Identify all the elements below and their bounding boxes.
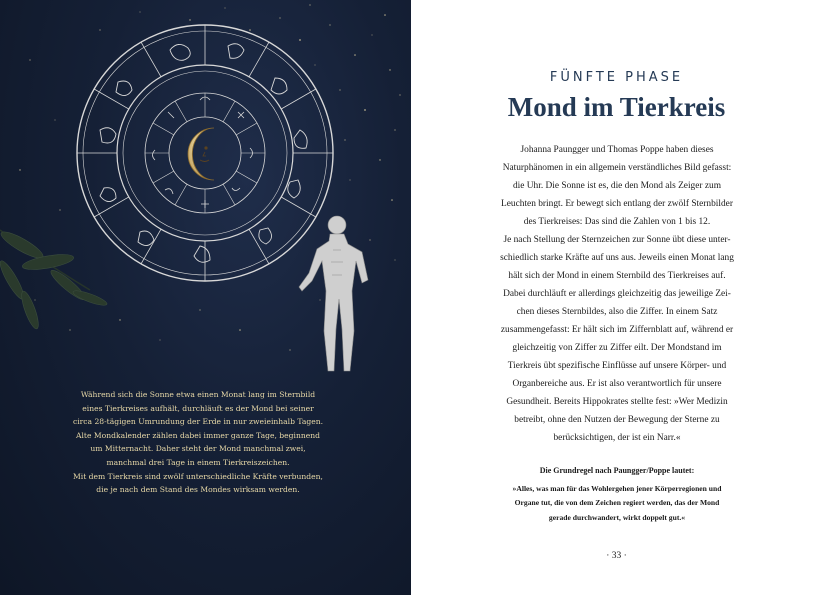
illustration-caption [50,388,346,497]
caption-line: manchmal drei Tage in einem Tierkreiszeichen. [106,457,290,467]
body-line: die Uhr. Die Sonne ist es, die den Mond als Zeiger zum [512,181,722,191]
body-line: Johanna Paungger und Thomas Poppe haben dieses [520,145,714,155]
body-line: betreibt, ohne den Nutzen der Bewegung der Sterne zu [514,415,720,425]
body-line: Je nach Stellung der Sternzeichen zur Sonne übt diese unter- [503,235,731,245]
page-number: · 33 · [606,551,627,561]
body-line: berücksichtigen, der ist ein Narr.« [553,433,681,443]
body-line: Dabei durchläuft er allerdings gleichzeitig das jeweilige Zei- [503,289,731,299]
rule-heading: Die Grundregel nach Paungger/Poppe lautet: [539,466,695,475]
caption-line: Während sich die Sonne etwa einen Monat lang im Sternbild [80,390,316,399]
quote-line: Organe tut, die von dem Zeichen regiert werden, das der Mond [514,498,720,508]
rule-quote [471,482,763,525]
body-line: Organbereiche aus. Er ist also verantwortlich für unsere [512,379,722,389]
body-line: des Tierkreises: Das sind die Zahlen von 1 bis 12. [523,217,711,227]
caption-line: eines Tierkreises aufhält, durchläuft es der Mond bei seiner [82,403,314,413]
right-page [411,0,822,595]
chapter-kicker: FÜNFTE PHASE [549,70,684,85]
body-line: Leuchten bringt. Er bewegt sich entlang der zwölf Sternbilder [501,199,733,209]
olive-branch-icon [0,228,108,331]
body-line: chen dieses Sternbildes, also die Ziffer. In einem Satz [516,307,718,317]
page-title: Mond im Tierkreis [507,92,726,122]
caption-line: circa 28-tägigen Umrundung der Erde in nur zweieinhalb Tagen. [72,417,324,427]
body-line: schiedlich starke Kräfte auf uns aus. Jeweils einen Monat lang [500,253,734,263]
body-text [461,141,773,447]
quote-line: gerade durchwandert, wirkt doppelt gut.« [548,512,686,522]
body-line: Tierkreis übt spezifische Einflüsse auf unsere Körper- und [507,361,727,371]
caption-line: die je nach dem Stand des Mondes wirksam werden. [96,485,300,495]
zodiac-wheel-icon [77,25,333,281]
crescent-moon-face-icon [188,128,214,180]
body-line: Gesundheit. Bereits Hippokrates stellte fest: »Wer Medizin [506,397,728,407]
body-line: Naturphänomen in ein allgemein verständliches Bild gefasst: [502,163,732,173]
body-line: hält sich der Mond in einem Sternbild des Tierkreises auf. [508,271,726,281]
caption-line: Alte Mondkalender zählen dabei immer ganze Tage, beginnend [76,430,320,440]
caption-line: um Mitternacht. Daher steht der Mond manchmal zwei, [90,444,306,454]
body-line: zusammengefasst: Er hält sich im Ziffernblatt auf, während er [500,325,734,335]
quote-line: »Alles, was man für das Wohlergehen jener Körperregionen und [512,484,722,493]
anatomical-figure-icon [299,216,368,371]
body-line: gleichzeitig von Ziffer zu Ziffer eilt. Der Mondstand im [512,343,722,353]
caption-line: Mit dem Tierkreis sind zwölf unterschiedliche Kräfte verbunden, [73,471,323,481]
